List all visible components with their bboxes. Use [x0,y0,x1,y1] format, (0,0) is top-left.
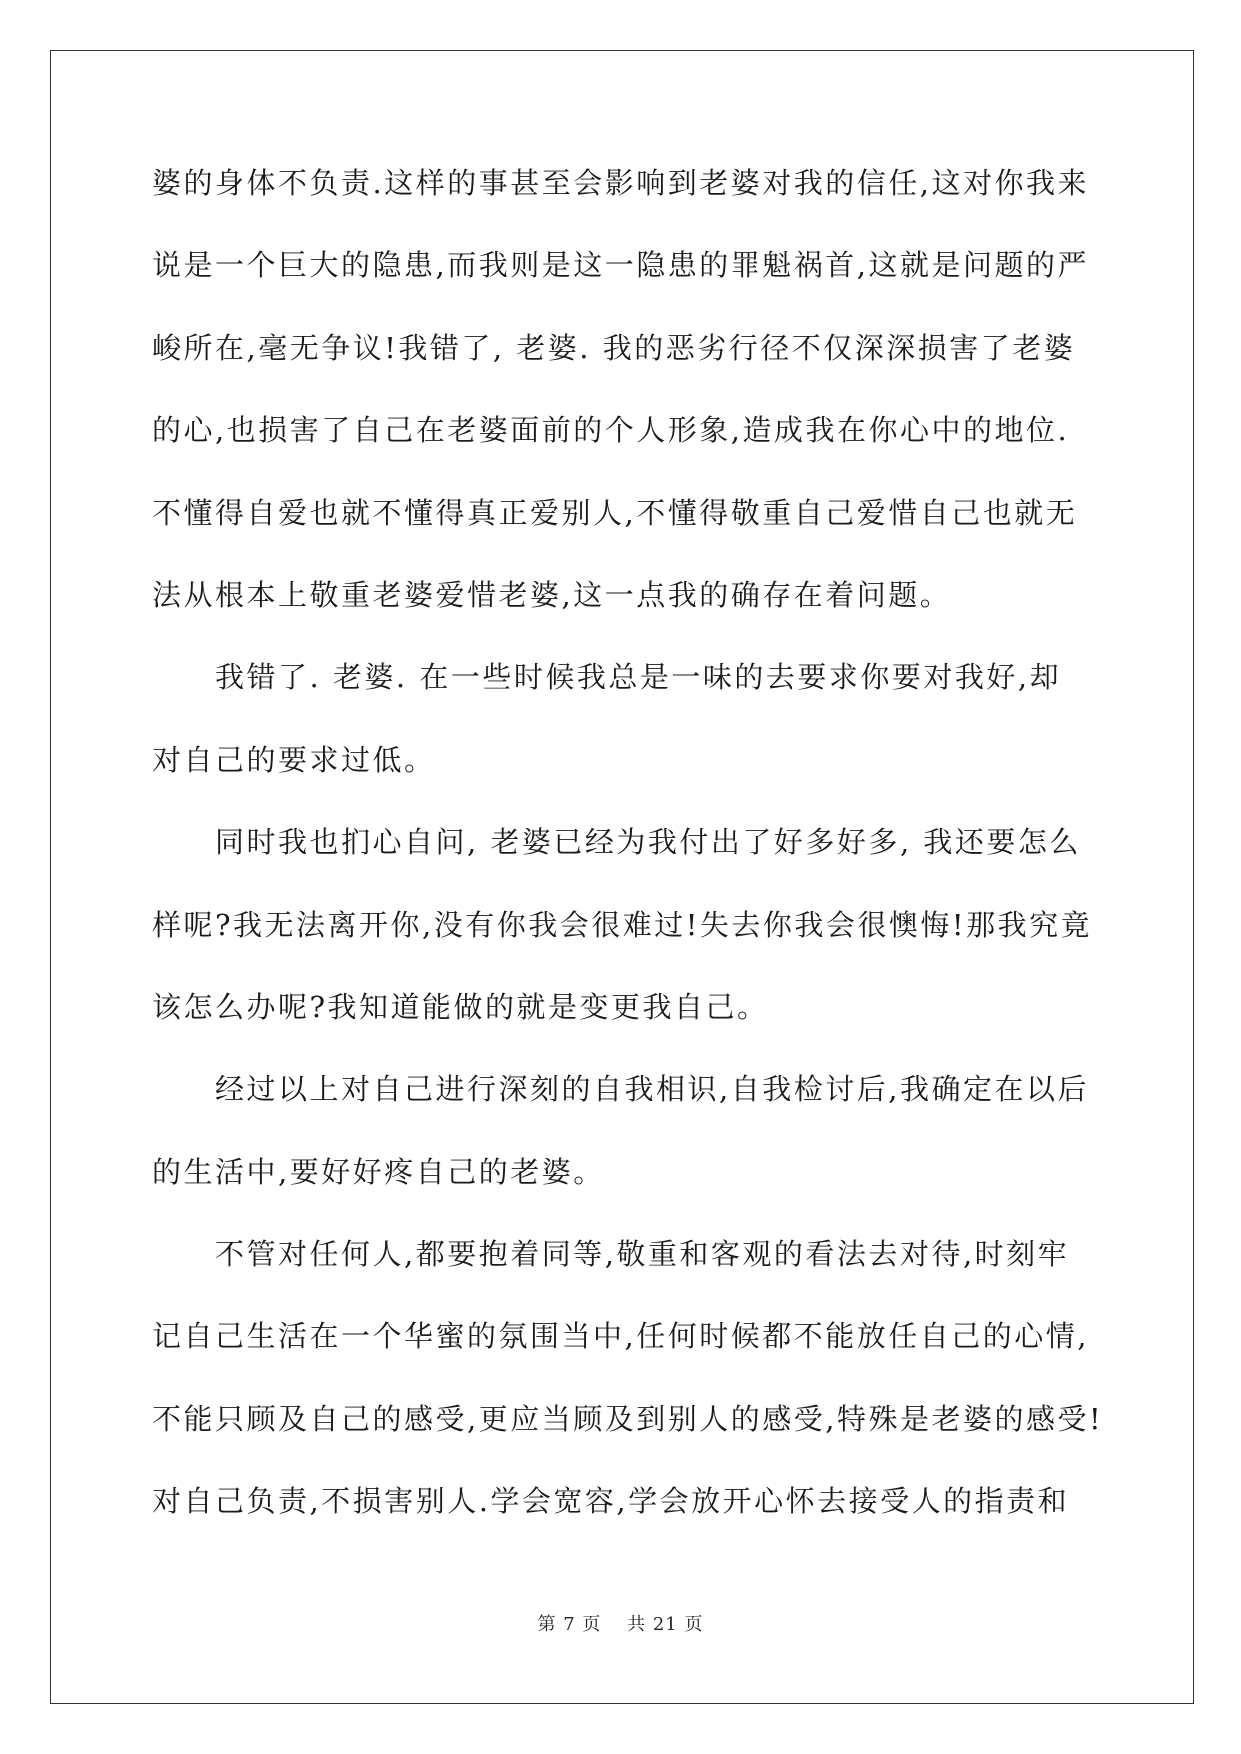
paragraph-first-line: 不管对任何人,都要抱着同等,敬重和客观的看法去对待,时刻牢 [215,1237,1070,1272]
text-line: 法从根本上敬重老婆爱惜老婆,这一点我的确存在着问题。 [152,577,952,612]
page-number-footer: 第 7 页 共 21 页 [537,1614,704,1635]
paragraph-first-line: 我错了. 老婆. 在一些时候我总是一味的去要求你要对我好,却 [215,660,1062,695]
text-line: 的心,也损害了自己在老婆面前的个人形象,造成我在你心中的地位. [152,413,1070,448]
text-line: 说是一个巨大的隐患,而我则是这一隐患的罪魁祸首,这就是问题的严 [152,248,1089,283]
text-line: 对自己负责,不损害别人.学会宽容,学会放开心怀去接受人的指责和 [152,1484,1070,1519]
text-line: 对自己的要求过低。 [152,742,436,777]
document-body [152,158,1102,1559]
paragraph-first-line: 经过以上对自己进行深刻的自我相识,自我检讨后,我确定在以后 [215,1072,1089,1107]
text-line: 婆的身体不负责.这样的事甚至会影响到老婆对我的信任,这对你我来 [152,166,1089,200]
text-line: 的生活中,要好好疼自己的老婆。 [152,1154,605,1189]
text-line: 该怎么办呢?我知道能做的就是变更我自己。 [152,989,769,1024]
text-line: 样呢?我无法离开你,没有你我会很难过!失去你我会很懊悔!那我究竟 [152,907,1093,942]
text-line: 记自己生活在一个华蜜的氛围当中,任何时候都不能放任自己的心情, [152,1319,1089,1354]
text-line: 不能只顾及自己的感受,更应当顾及到别人的感受,特殊是老婆的感受! [152,1401,1104,1436]
text-line: 不懂得自爱也就不懂得真正爱别人,不懂得敬重自己爱惜自己也就无 [152,495,1078,530]
text-line: 峻所在,毫无争议!我错了, 老婆. 我的恶劣行径不仅深深损害了老婆 [152,330,1076,365]
paragraph-first-line: 同时我也扪心自问, 老婆已经为我付出了好多好多, 我还要怎么 [215,825,1081,860]
